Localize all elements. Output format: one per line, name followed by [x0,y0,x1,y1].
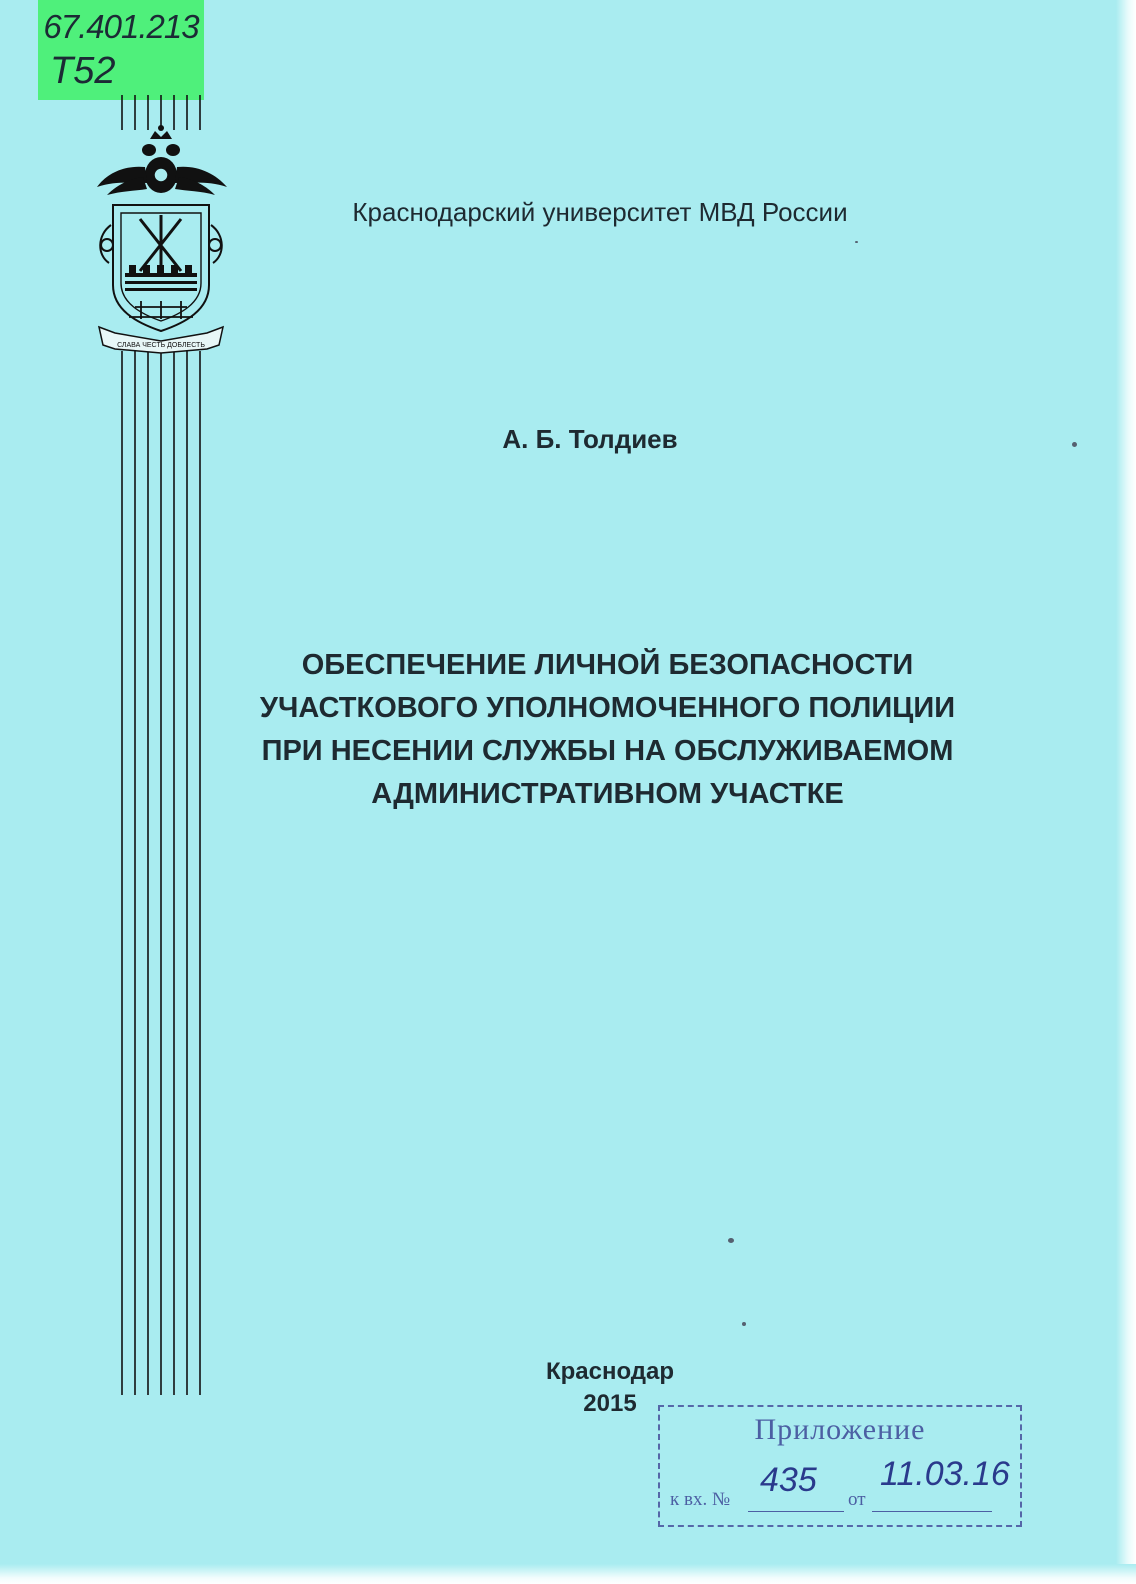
stamp-incoming-label: к вх. № [670,1489,731,1510]
publication-year: 2015 [583,1390,637,1417]
institution-name: Краснодарский университет МВД России [352,197,848,227]
scan-speck [728,1238,734,1243]
stamp-title: Приложение [754,1413,926,1446]
title-line: ПРИ НЕСЕНИИ СЛУЖБЫ НА ОБСЛУЖИВАЕМОМ [261,735,954,767]
scan-speck [742,1322,746,1326]
stamp-date: 11.03.16 [880,1455,1010,1493]
emblem-motto: СЛАВА ЧЕСТЬ ДОБЛЕСТЬ [117,342,205,349]
stamp-incoming-row [670,1489,730,1511]
library-classification-sticker [38,0,204,100]
author-name: А. Б. Толдиев [502,424,678,454]
author-mark: Т52 [50,50,116,92]
scan-speck [1072,442,1077,447]
classification-code: 67.401.213 [43,8,199,45]
title-line: УЧАСТКОВОГО УПОЛНОМОЧЕННОГО ПОЛИЦИИ [259,692,956,724]
book-title [140,644,1075,816]
publication-city: Краснодар [545,1358,675,1385]
title-line: АДМИНИСТРАТИВНОМ УЧАСТКЕ [371,778,844,810]
scan-speck [855,241,858,243]
stamp-date-label: от [848,1489,866,1510]
page-edge [1116,0,1136,1584]
page-edge [0,1564,1136,1584]
incoming-stamp [658,1405,1022,1527]
stamp-number: 435 [760,1461,817,1499]
title-line: ОБЕСПЕЧЕНИЕ ЛИЧНОЙ БЕЗОПАСНОСТИ [301,649,914,681]
